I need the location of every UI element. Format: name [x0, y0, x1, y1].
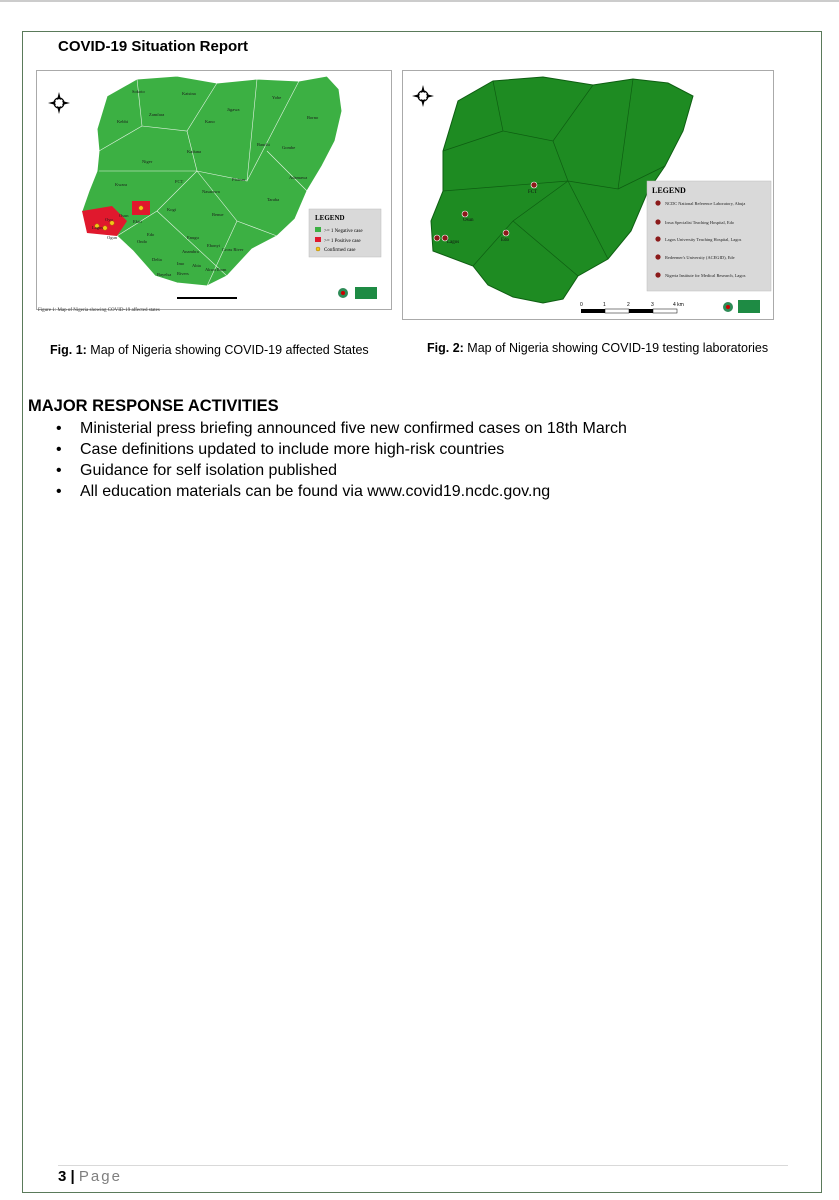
scale-label: 2	[627, 302, 630, 308]
state-label: Ebonyi	[207, 243, 220, 248]
scale-bar	[580, 302, 684, 313]
coat-of-arms-logo	[723, 302, 733, 312]
compass-icon	[412, 85, 434, 107]
page-word: Page	[78, 1168, 122, 1185]
state-label: Delta	[152, 257, 162, 262]
legend-item: Irrua Specialist Teaching Hospital, Edo	[665, 220, 734, 225]
state-label: Benue	[212, 212, 224, 217]
state-label: Abia	[192, 263, 201, 268]
legend-title: LEGEND	[652, 186, 686, 195]
state-label: Kaduna	[187, 149, 201, 154]
state-label: Rivers	[177, 271, 189, 276]
figure1-legend	[309, 209, 381, 257]
legend-item: Redeemer's University (ACEGID), Ede	[665, 255, 735, 260]
list-item: • Case definitions updated to include more high-risk countries	[56, 439, 627, 460]
lab-marker	[531, 182, 537, 188]
legend-item: NCDC National Reference Laboratory, Abuja	[665, 201, 746, 206]
legend-title: LEGEND	[315, 214, 345, 222]
state-label: Anambra	[182, 249, 199, 254]
coat-of-arms-logo	[338, 288, 348, 298]
nigeria-shape	[82, 76, 342, 286]
figure2-legend	[647, 181, 771, 291]
page-separator: |	[66, 1168, 79, 1185]
scale-label: 3	[651, 302, 654, 308]
state-label: FCT	[175, 179, 184, 184]
state-label: Kwara	[115, 182, 127, 187]
map-label: Lagos	[447, 240, 460, 245]
list-item: • Ministerial press briefing announced five new confirmed cases on 18th March	[56, 418, 627, 439]
list-item: • Guidance for self isolation published	[56, 460, 627, 481]
footer-rule	[58, 1165, 788, 1166]
scale-bar	[177, 297, 237, 299]
state-label: Akwa Ibom	[205, 267, 227, 272]
state-label: Adamawa	[289, 175, 308, 180]
lab-marker	[434, 235, 440, 241]
figure2-caption	[427, 341, 768, 355]
map-label: FCT	[528, 190, 538, 195]
state-label: Plateau	[232, 177, 246, 182]
legend-item: Nigeria Institute for Medical Research, Lagos	[665, 273, 746, 278]
state-label: Taraba	[267, 197, 280, 202]
ncdc-logo	[738, 300, 760, 313]
legend-item: >= 1 Positive case	[324, 239, 361, 244]
map-label: Edo	[501, 238, 510, 243]
section-title: MAJOR RESPONSE ACTIVITIES	[28, 397, 279, 415]
figure1-caption	[50, 343, 369, 357]
page-footer	[58, 1168, 122, 1185]
list-item: • All education materials can be found via www.covid19.ncdc.gov.ng	[56, 481, 627, 502]
state-label: Cross River	[222, 247, 244, 252]
state-label: Osun	[119, 213, 129, 218]
lab-marker	[462, 211, 468, 217]
caption-label: Fig. 2:	[427, 341, 464, 355]
scale-label: 4 km	[673, 302, 684, 308]
state-label: Lagos	[92, 225, 103, 230]
state-label: Sokoto	[132, 89, 145, 94]
state-label: Ogun	[107, 235, 117, 240]
figure1-map	[36, 70, 392, 310]
state-label: Gombe	[282, 145, 296, 150]
compass-icon	[48, 92, 70, 114]
report-title: COVID-19 Situation Report	[58, 38, 249, 55]
map-label: Osun	[463, 218, 474, 223]
state-label: Ekiti	[133, 219, 142, 224]
caption-text: Map of Nigeria showing COVID-19 affected States	[86, 343, 369, 357]
state-label: Kano	[205, 119, 215, 124]
legend-item: Lagos University Teaching Hospital, Lagos	[665, 237, 742, 242]
state-label: Edo	[147, 232, 155, 237]
scale-label: 0	[580, 302, 583, 308]
state-label: Jigawa	[227, 107, 240, 112]
state-label: Niger	[142, 159, 153, 164]
state-label: Oyo	[105, 217, 113, 222]
state-label: Yobe	[272, 95, 282, 100]
ncdc-logo	[355, 287, 377, 299]
state-label: Nasarawa	[202, 189, 220, 194]
state-label: Kogi	[167, 207, 176, 212]
state-label: Ondo	[137, 239, 147, 244]
page-number: 3	[58, 1168, 67, 1185]
scale-label: 1	[603, 302, 606, 308]
state-label: Kebbi	[117, 119, 128, 124]
state-label: Imo	[177, 261, 185, 266]
caption-label: Fig. 1:	[50, 343, 87, 357]
figure2-map	[402, 70, 774, 320]
legend-item: Confirmed case	[324, 248, 356, 253]
top-rule	[0, 0, 839, 2]
state-label: Bayelsa	[157, 272, 172, 277]
caption-text: Map of Nigeria showing COVID-19 testing laboratories	[463, 341, 769, 355]
state-label: Borno	[307, 115, 319, 120]
state-label: Katsina	[182, 91, 196, 96]
state-label: Zamfara	[149, 112, 165, 117]
state-label: Enugu	[187, 235, 199, 240]
activities-list	[56, 418, 627, 502]
lab-marker	[503, 230, 509, 236]
figure1-inner-caption: Figure 1: Map of Nigeria showing COVID-19 affected states	[38, 308, 160, 313]
state-label: Bauchi	[257, 142, 270, 147]
legend-item: >= 1 Negative case	[324, 229, 363, 234]
